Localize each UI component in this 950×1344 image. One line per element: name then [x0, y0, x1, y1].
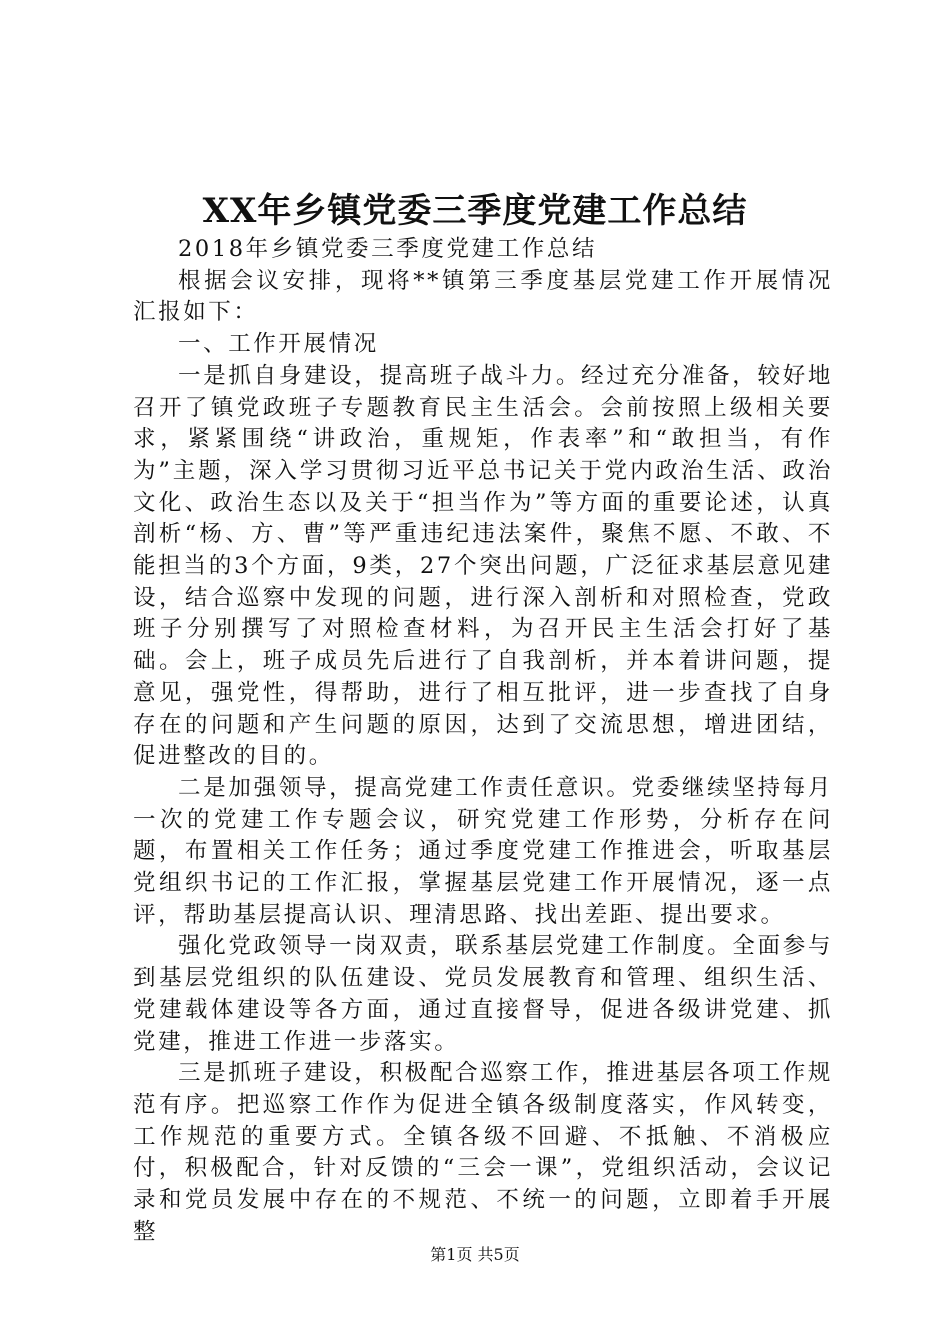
document-title: XX年乡镇党委三季度党建工作总结 — [202, 191, 748, 231]
intro-paragraph: 根据会议安排，现将**镇第三季度基层党建工作开展情况汇报如下： — [133, 267, 833, 326]
subtitle-paragraph: 2018年乡镇党委三季度党建工作总结 — [178, 236, 598, 262]
body-paragraph-1: 一是抓自身建设，提高班子战斗力。经过充分准备，较好地召开了镇党政班子专题教育民主生活会。会前按照上级相关要求，紧紧围绕“讲政治，重规矩，作表率”和“敢担当，有作为”主题，深入学习贯彻习近平总书记关于党内政治生活、政治文化、政治生态以及关于“担当作为”等方面的重要论述，认真剖析“杨、方、曹”等严重违纪违法案件，聚焦不愿、不敢、不能担当的3个方面，9类，27个突出问题，广泛征求基层意见建设，结合巡察中发现的问题，进行深入剖析和对照检查，党政班子分别撰写了对照检查材料，为召开民主生活会打好了基础。会上，班子成员先后进行了自我剖析，并本着讲问题，提意见，强党性，得帮助，进行了相互批评，进一步查找了自身存在的问题和产生问题的原因，达到了交流思想，增进团结，促进整改的目的。 — [133, 362, 833, 770]
document-body — [133, 234, 833, 1249]
body-paragraph-3: 强化党政领导一岗双责，联系基层党建工作制度。全面参与到基层党组织的队伍建设、党员发展教育和管理、组织生活、党建载体建设等各方面，通过直接督导，促进各级讲党建、抓党建，推进工作进一步落实。 — [133, 933, 833, 1055]
section-heading: 一、工作开展情况 — [178, 331, 379, 358]
body-paragraph-2: 二是加强领导，提高党建工作责任意识。党委继续坚持每月一次的党建工作专题会议，研究党建工作形势，分析存在问题，布置相关工作任务；通过季度党建工作推进会，听取基层党组织书记的工作汇报，掌握基层党建工作开展情况，逐一点评，帮助基层提高认识、理清思路、找出差距、提出要求。 — [133, 774, 833, 928]
page-footer: 第1页 共5页 — [430, 1245, 520, 1264]
body-paragraph-4: 三是抓班子建设，积极配合巡察工作，推进基层各项工作规范有序。把巡察工作作为促进全镇各级制度落实，作风转变，工作规范的重要方式。全镇各级不回避、不抵触、不消极应付，积极配合，针对反馈的“三会一课”，党组织活动，会议记录和党员发展中存在的不规范、不统一的问题，立即着手开展整 — [133, 1060, 833, 1245]
